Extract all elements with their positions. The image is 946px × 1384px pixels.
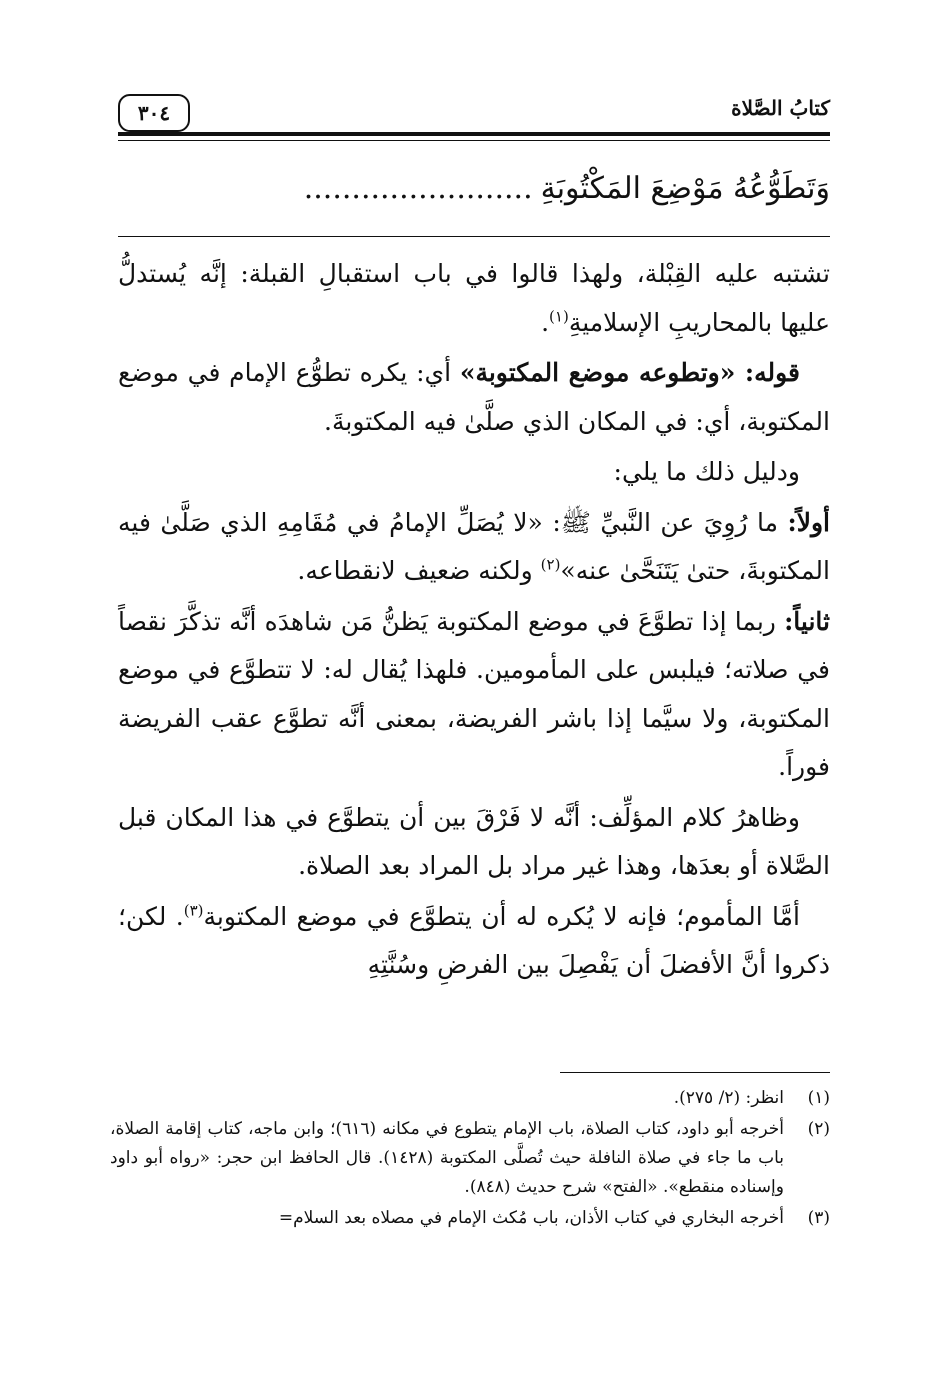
section-divider: [118, 236, 830, 237]
paragraph-4-text: ما رُوِيَ عن النَّبيِّ ﷺ: «لا يُصَلِّ الإمامُ في مُقَامِهِ الذي صَلَّىٰ فيه المكتوبةَ، حتىٰ يَتَنَحَّىٰ عنه»: [118, 507, 830, 585]
footnote-ref-1: (١): [549, 307, 569, 326]
matn-quote-text: وَتَطَوُّعُهُ مَوْضِعَ المَكْتُوبَةِ: [540, 171, 830, 206]
paragraph-6: وظاهرُ كلام المؤلِّف: أنَّه لا فَرْقَ بين أن يتطوَّع في هذا المكان قبل الصَّلاة أو بعدَها، وهذا غير مراد بل المراد بعد الصلاة.: [118, 802, 830, 880]
footnote-divider: [560, 1072, 830, 1073]
footnotes: [110, 1084, 830, 1235]
footnote-1-text: انظر: (٢/ ٢٧٥).: [673, 1088, 784, 1108]
footnote-3-text: أخرجه البخاري في كتاب الأذان، باب مُكث الإمام في مصلاه بعد السلام=: [278, 1208, 784, 1228]
paragraph-7-end: . لكن؛ ذكروا أنَّ الأفضلَ أن يَفْصِلَ بين الفرضِ وسُنَّتِهِ: [118, 901, 830, 979]
footnote-1-number: (١): [807, 1088, 830, 1108]
header-rule-thin: [118, 140, 830, 141]
page-header: [118, 88, 830, 158]
footnote-2-text: أخرجه أبو داود، كتاب الصلاة، باب الإمام يتطوع في مكانه (٦١٦)؛ وابن ماجه، كتاب إقامة الصلاة، باب ما جاء في صلاة النافلة حيث تُصلَّى المكتوبة (١٤٢٨). قال الحافظ ابن حجر: «رواه أبو داود وإسناده منقطع». «الفتح» شرح حديث (٨٤٨).: [110, 1119, 784, 1197]
paragraph-4: [118, 499, 830, 596]
footnote-3-number: (٣): [807, 1208, 830, 1228]
paragraph-5-text: ربما إذا تطوَّعَ في موضع المكتوبة يَظنُّ مَن شاهدَه أنَّه تذكَّرَ نقصاً في صلاته؛ فيلبس على المأمومين. فلهذا يُقال له: لا تتطوَّع في موضع المكتوبة، ولا سيَّما إذا باشر الفريضة، بمعنى أنَّه تطوَّع عقب الفريضة فوراً.: [118, 606, 830, 781]
matn-quote: [118, 164, 830, 214]
paragraph-1-text: تشتبه عليه القِبْلة، ولهذا قالوا في باب استقبالِ القبلة: إنَّه يُستدلُّ عليها بالمحاريبِ الإسلاميةِ: [118, 259, 830, 337]
footnote-1: [110, 1084, 830, 1113]
header-rule-thick: [118, 132, 830, 136]
footnote-2: [110, 1115, 830, 1202]
paragraph-3: ودليل ذلك ما يلي:: [613, 457, 800, 486]
paragraph-2-lead: قوله: «وتطوعه موضع المكتوبة»: [459, 358, 801, 387]
footnote-2-number: (٢): [807, 1119, 830, 1139]
paragraph-7: [118, 893, 830, 990]
book-title: كتابُ الصَّلاة: [731, 96, 830, 120]
paragraph-2-text: أي: يكره تطوُّع الإمام في موضع المكتوبة، أي: في المكان الذي صلَّىٰ فيه المكتوبةَ.: [118, 358, 830, 436]
paragraph-4-lead: أولاً:: [787, 507, 830, 537]
paragraph-2: [118, 349, 830, 446]
footnote-3: [110, 1204, 830, 1233]
paragraph-7-text: أمَّا المأموم؛ فإنه لا يُكره له أن يتطوَّع في موضع المكتوبة: [203, 901, 801, 931]
paragraph-4-end: ولكنه ضعيف لانقطاعه.: [297, 556, 541, 585]
paragraph-5: [118, 598, 830, 792]
footnote-ref-3: (٣): [183, 901, 204, 920]
paragraph-5-lead: ثانياً:: [784, 606, 830, 636]
footnote-ref-2: (٢): [540, 555, 561, 574]
commentary-body: [118, 250, 830, 992]
paragraph-1: [118, 250, 830, 347]
matn-quote-dots: ........................: [303, 171, 533, 206]
page-number: ٣٠٤: [118, 94, 190, 132]
paragraph-1-end: .: [541, 307, 550, 337]
